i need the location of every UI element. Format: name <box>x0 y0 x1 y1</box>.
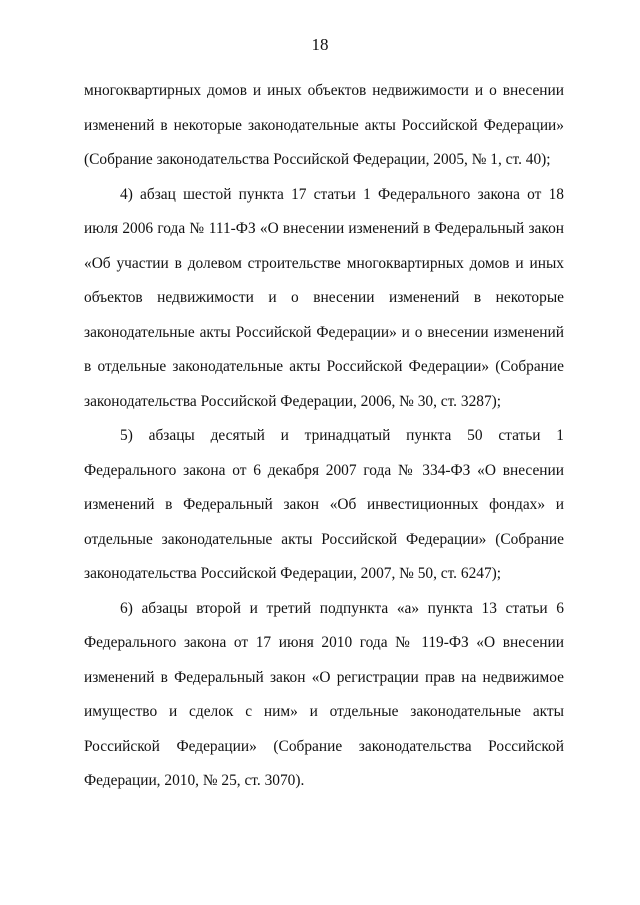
paragraph-item-6: 6) абзацы второй и третий подпункта «а» пункта 13 статьи 6 Федерального закона от 17 июня 2010 года № 119-ФЗ «О внесении изменений в Федеральный закон «О регистрации прав на недвижимое имущество и сделок с ним» и отдельные законодательные акты Российской Федерации» (Собрание законодательства Российской Федерации, 2010, № 25, ст. 3070). <box>84 599 564 789</box>
page-number: 18 <box>311 35 329 54</box>
paragraph-continuation: многоквартирных домов и иных объектов недвижимости и о внесении изменений в некоторые законодательные акты Российской Федерации» (Собрание законодательства Российской Федерации, 2005, № 1, ст. 40); <box>84 82 564 168</box>
document-body <box>84 74 564 799</box>
paragraph-item-4: 4) абзац шестой пункта 17 статьи 1 Федерального закона от 18 июля 2006 года № 111-ФЗ «О внесении изменений в Федеральный закон «Об участии в долевом строительстве многоквартирных домов и иных объектов недвижимости и о внесении изменений в некоторые законодательные акты Российской Федерации» и о внесении изменений в отдельные законодательные акты Российской Федерации» (Собрание законодательства Российской Федерации, 2006, № 30, ст. 3287); <box>84 185 564 410</box>
paragraph-item-5: 5) абзацы десятый и тринадцатый пункта 50 статьи 1 Федерального закона от 6 декабря 2007 года № 334-ФЗ «О внесении изменений в Федеральный закон «Об инвестиционных фондах» и отдельные законодательные акты Российской Федерации» (Собрание законодательства Российской Федерации, 2007, № 50, ст. 6247); <box>84 427 564 582</box>
